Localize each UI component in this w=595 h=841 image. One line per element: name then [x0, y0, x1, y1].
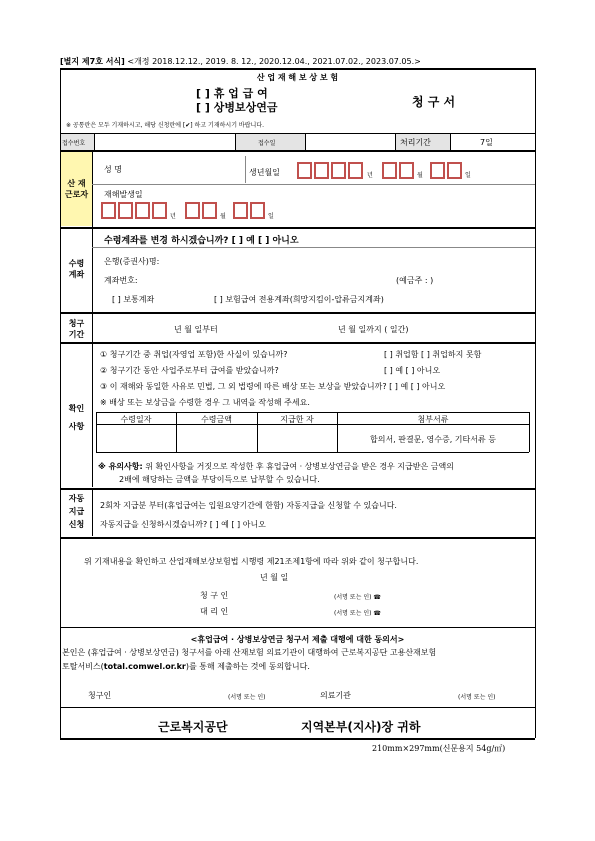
accident-year-digit-2[interactable]: [118, 202, 133, 219]
col-payer: 지급한 자: [280, 415, 314, 424]
accident-day-digit-2[interactable]: [250, 202, 265, 219]
revision-history: <개정 2018.12.12., 2019. 8. 12., 2020.12.04., 2021.07.02., 2023.07.05.>: [127, 57, 421, 66]
consent-claimant-label: 청구인: [88, 691, 112, 700]
accident-day-digit-1[interactable]: [233, 202, 248, 219]
birth-year-digit-4[interactable]: [348, 162, 363, 179]
recipient: 지역본부(지사)장 귀하: [301, 720, 421, 734]
document-title: 청 구 서: [412, 95, 456, 109]
birth-day-digit-1[interactable]: [430, 162, 445, 179]
form-header: [60, 56, 421, 67]
agent-label: 대 리 인: [200, 607, 229, 616]
col-attachments: 첨부서류: [417, 415, 449, 424]
period-from[interactable]: 년 월 일부터: [174, 325, 218, 334]
birth-day-digit-2[interactable]: [447, 162, 462, 179]
attachments-value: 합의서, 판결문, 영수증, 기타서류 등: [370, 435, 496, 444]
question-2-options[interactable]: [ ] 예 [ ] 아니오: [384, 366, 441, 375]
agency-name: 근로복지공단: [158, 720, 228, 734]
accident-year-digit-1[interactable]: [101, 202, 116, 219]
option-injury-pension[interactable]: [ ] 상병보상연금: [196, 101, 278, 114]
accident-day-unit: 일: [268, 213, 274, 220]
warning-line-2: 2배에 해당하는 금액을 부당이득으로 납부할 수 있습니다.: [119, 475, 320, 484]
period-section-label: 청구 기간: [68, 319, 85, 339]
instruction-note: ※ 공통란은 모두 기재하시고, 해당 신청란에 [✔] 하고 기재하시기 바랍니다.: [66, 122, 265, 129]
paper-spec: 210mm×297mm(신문용지 54g/㎡): [372, 744, 506, 753]
birth-year-digit-3[interactable]: [331, 162, 346, 179]
question-2: ② 청구기간 동안 사업주로부터 급여를 받았습니까?: [100, 366, 279, 375]
consent-claimant-signature[interactable]: (서명 또는 인): [228, 694, 266, 701]
agency-title: 산 업 재 해 보 상 보 험: [256, 73, 339, 82]
processing-period-value: 7일: [480, 138, 493, 147]
declaration-text: 위 기재내용을 확인하고 산업재해보상보험법 시행령 제21조제1항에 따라 위와 같이 청구합니다.: [84, 557, 419, 566]
birth-year-digit-2[interactable]: [314, 162, 329, 179]
claimant-label: 청 구 인: [200, 591, 229, 600]
accident-year-digit-4[interactable]: [152, 202, 167, 219]
hospital-signature[interactable]: (서명 또는 인): [458, 694, 496, 701]
birth-year-unit: 년: [367, 172, 373, 179]
option-leave-benefit[interactable]: [ ] 휴 업 급 여: [196, 87, 268, 100]
auto-payment-question[interactable]: 자동지급을 신청하시겠습니까? [ ] 예 [ ] 아니오: [100, 520, 266, 529]
confirm-section-label: 확인 사항: [68, 404, 85, 431]
accident-month-unit: 월: [220, 213, 226, 220]
receipt-date-label: 접수일: [258, 140, 276, 147]
birth-month-digit-1[interactable]: [382, 162, 397, 179]
total-service-url[interactable]: total.comwel.or.kr: [103, 662, 186, 671]
birth-day-unit: 일: [465, 172, 471, 179]
warning-line-1: ※ 유의사항: 위 확인사항을 거짓으로 작성한 후 휴업급여 · 상병보상연금을 받은 경우 지급받은 금액의: [98, 462, 454, 471]
accident-date-label: 재해발생일: [104, 190, 143, 199]
birth-month-unit: 월: [417, 172, 423, 179]
col-receipt-amount: 수령금액: [201, 415, 232, 424]
col-receipt-date: 수령일자: [120, 415, 152, 424]
birth-month-digit-2[interactable]: [399, 162, 414, 179]
processing-period-label: 처리기간: [400, 138, 431, 147]
birth-label: 생년월일: [249, 168, 280, 177]
accident-month-digit-1[interactable]: [185, 202, 200, 219]
accident-year-unit: 년: [170, 213, 176, 220]
change-account-question[interactable]: 수령계좌를 변경 하시겠습니까? [ ] 예 [ ] 아니오: [104, 236, 299, 246]
checkbox-normal-account[interactable]: [ ] 보통계좌: [112, 295, 155, 304]
question-3-note: ※ 배상 또는 보상금을 수령한 경우 그 내역을 작성해 주세요.: [100, 398, 310, 407]
question-1: ① 청구기간 중 취업(자영업 포함)한 사실이 있습니까?: [100, 350, 288, 359]
auto-payment-info: 2회차 지급분 부터(휴업급여는 입원요양기간에 한함) 자동지급을 신청할 수 있습니다.: [100, 501, 397, 510]
account-section-label: 수령 계좌: [68, 259, 85, 279]
consent-body-line-2: 토탈서비스(total.comwel.or.kr)를 통해 제출하는 것에 동의합니다.: [62, 662, 310, 671]
hospital-label: 의료기관: [320, 691, 351, 700]
agent-signature[interactable]: (서명 또는 인) ☎: [334, 610, 381, 617]
receipt-number-label: 접수번호: [62, 140, 86, 147]
declaration-date[interactable]: 년 월 일: [260, 573, 289, 582]
account-number-label: 계좌번호:: [104, 276, 138, 285]
question-1-options[interactable]: [ ] 취업함 [ ] 취업하지 못함: [384, 350, 482, 359]
account-holder-label: (예금주 : ): [396, 276, 434, 285]
name-label: 성 명: [104, 165, 122, 174]
question-3[interactable]: ③ 이 재해와 동일한 사유로 민법, 그 외 법령에 따른 배상 또는 보상을 받았습니까? [ ] 예 [ ] 아니오: [100, 382, 446, 391]
accident-year-digit-3[interactable]: [135, 202, 150, 219]
consent-body-line-1: 본인은 (휴업급여 · 상병보상연금) 청구서를 아래 산재보험 의료기관이 대행하여 근로복지공단 고용산재보험: [62, 648, 437, 657]
consent-title: <휴업급여 · 상병보상연금 청구서 제출 대행에 대한 동의서>: [190, 635, 405, 644]
claimant-signature[interactable]: (서명 또는 인) ☎: [334, 594, 381, 601]
auto-payment-section-label: 자동 지급 신청: [68, 494, 85, 529]
period-to[interactable]: 년 월 일까지 ( 일간): [338, 325, 409, 334]
birth-year-digit-1[interactable]: [297, 162, 312, 179]
bank-name-label: 은행(증권사)명:: [104, 257, 160, 266]
worker-section-label: 산 재 근로자: [64, 179, 89, 199]
checkbox-protected-account[interactable]: [ ] 보험급여 전용계좌(희망지킴이-압류금지계좌): [214, 295, 384, 304]
form-number: [별지 제7호 서식]: [60, 57, 125, 66]
accident-month-digit-2[interactable]: [202, 202, 217, 219]
